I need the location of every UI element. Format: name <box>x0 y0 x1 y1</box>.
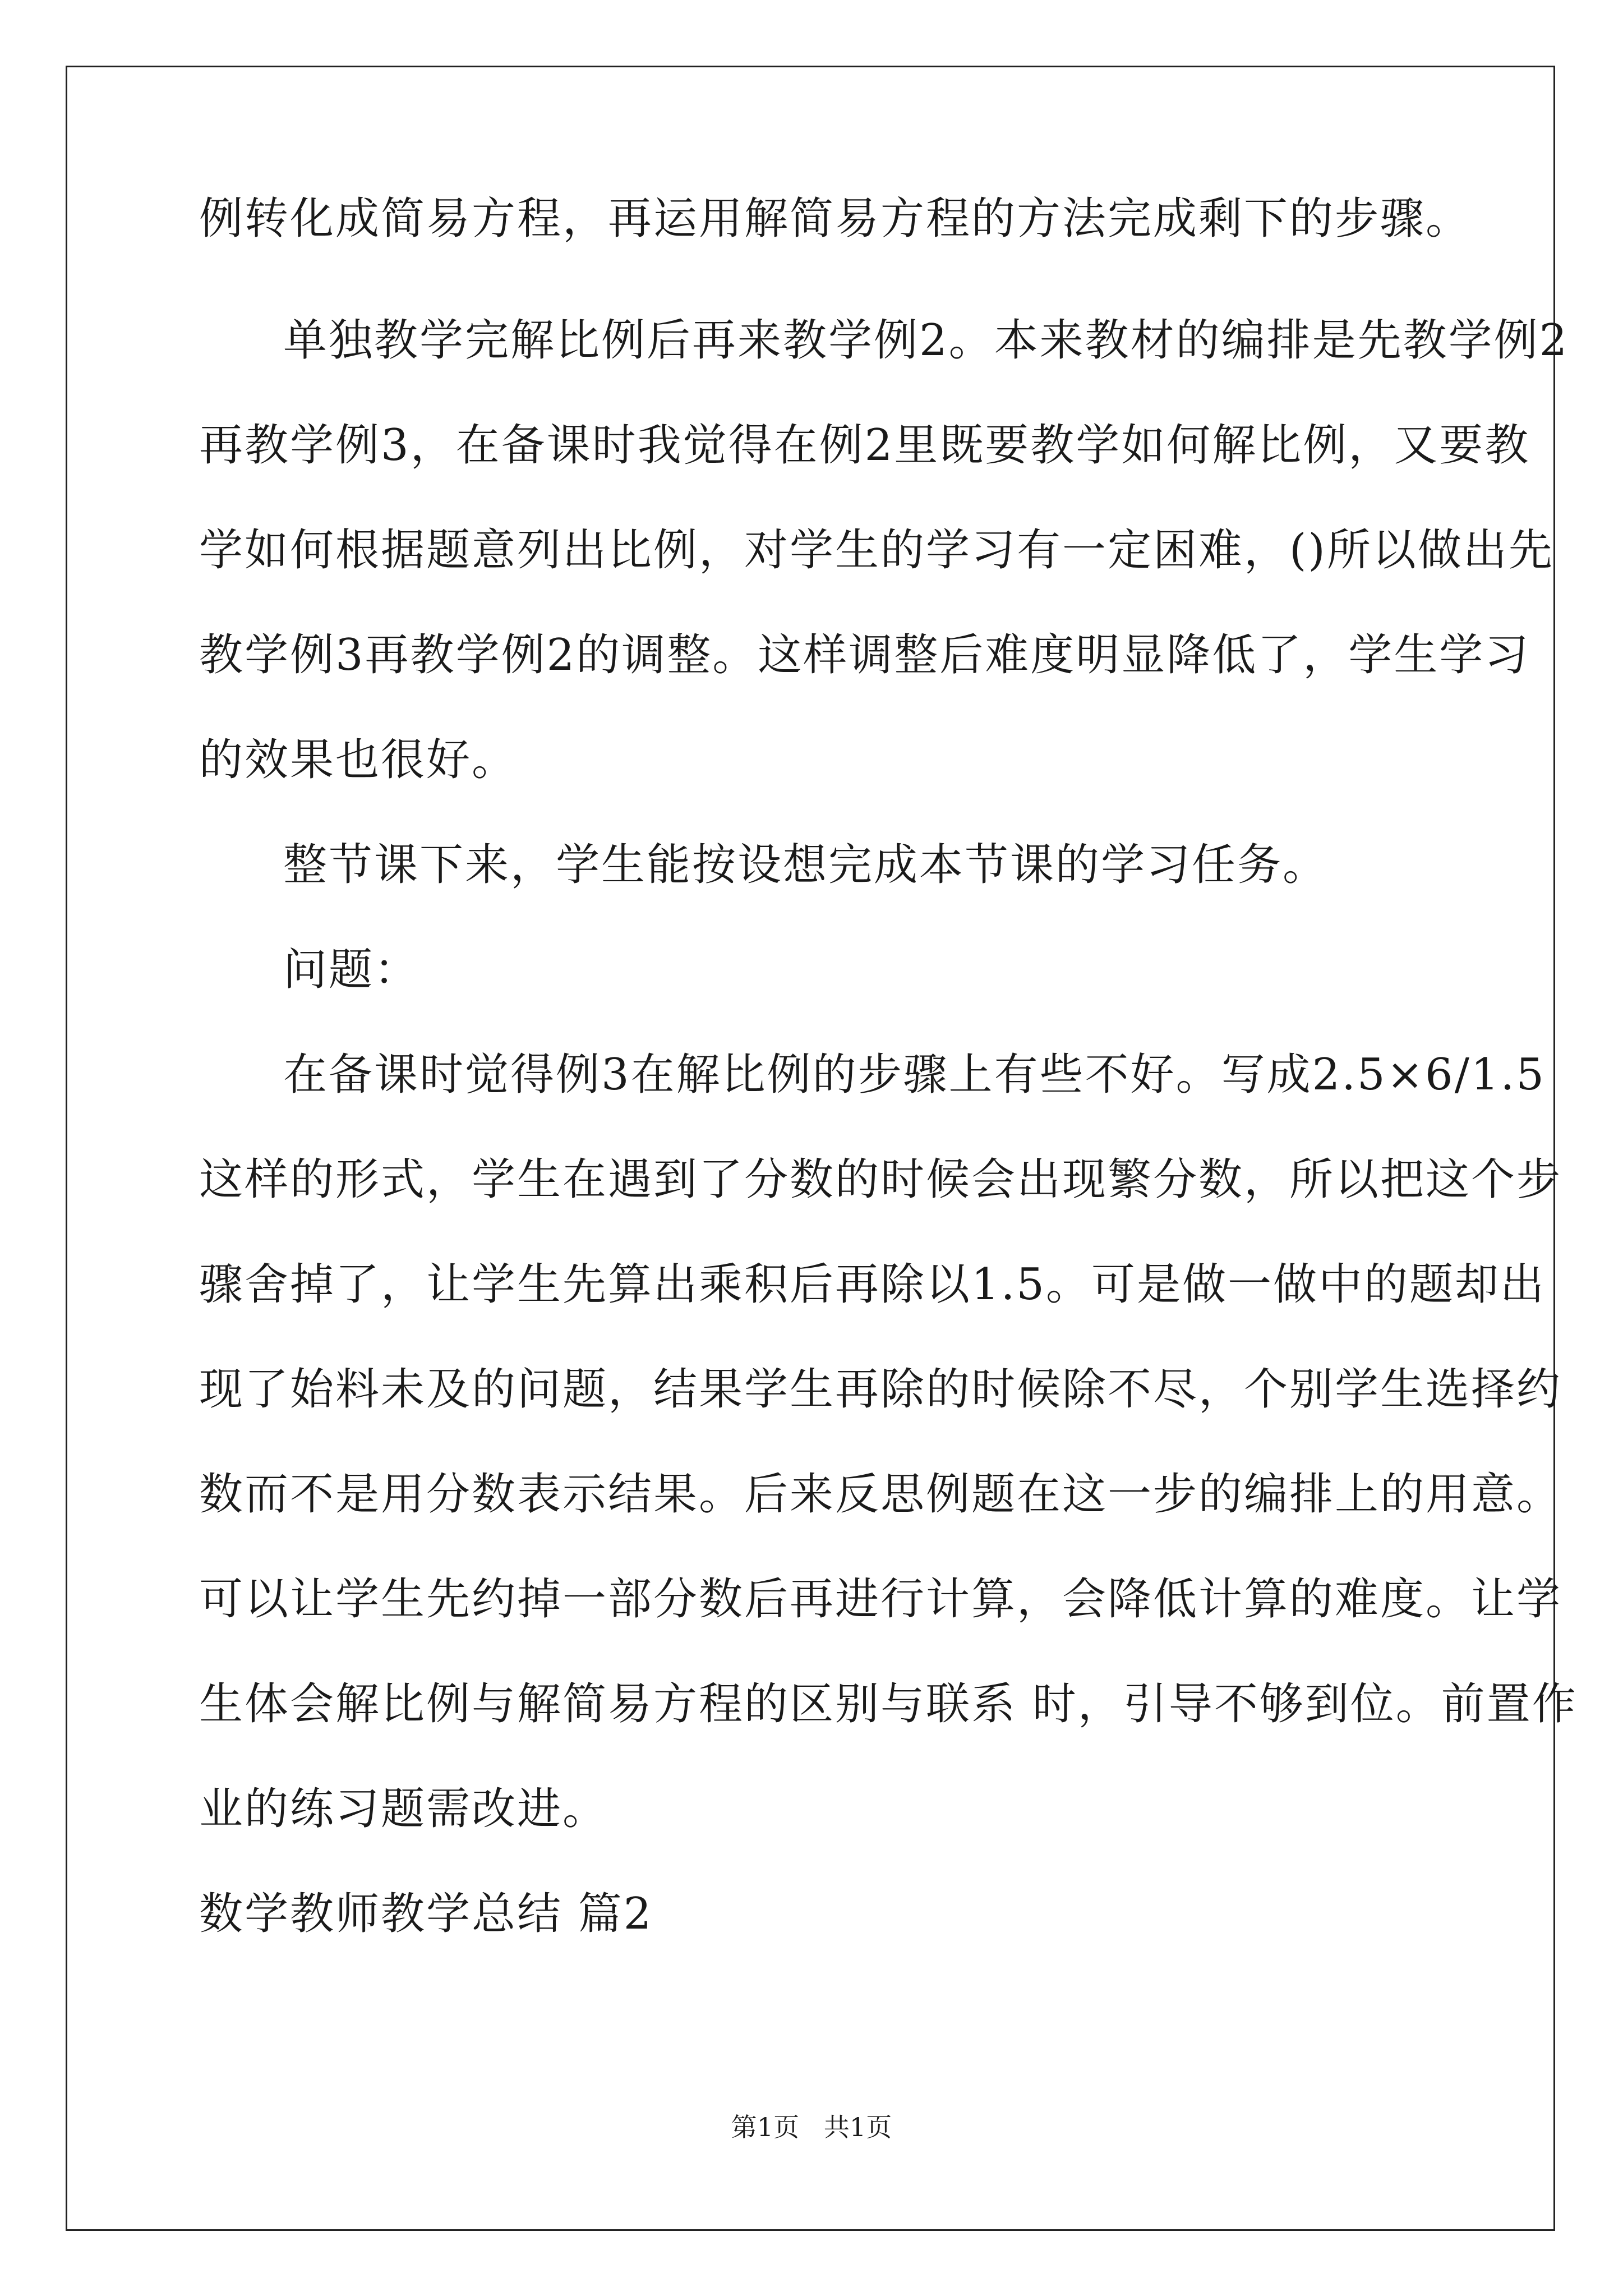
section-heading: 数学教师教学总结 篇2 <box>199 1889 653 1939</box>
paragraph-line: 数而不是用分数表示结果。后来反思例题在这一步的编排上的用意。 <box>199 1469 1562 1520</box>
paragraph-line: 整节课下来，学生能按设想完成本节课的学习任务。 <box>283 840 1329 890</box>
paragraph-line: 例转化成简易方程，再运用解简易方程的方法完成剩下的步骤。 <box>199 194 1472 244</box>
paragraph-line: 现了始料未及的问题，结果学生再除的时候除不尽，个别学生选择约 <box>199 1364 1562 1415</box>
paragraph-line: 单独教学完解比例后再来教学例2。本来教材的编排是先教学例2 <box>283 315 1569 366</box>
paragraph-line: 再教学例3，在备课时我觉得在例2里既要教学如何解比例，又要教 <box>199 420 1530 471</box>
paragraph-line: 的效果也很好。 <box>199 735 518 785</box>
section-label: 问题： <box>283 945 420 995</box>
paragraph-line: 可以让学生先约掉一部分数后再进行计算，会降低计算的难度。让学 <box>199 1574 1562 1625</box>
paragraph-line: 生体会解比例与解简易方程的区别与联系 时，引导不够到位。前置作 <box>199 1679 1578 1729</box>
paragraph-line: 教学例3再教学例2的调整。这样调整后难度明显降低了，学生学习 <box>199 630 1530 680</box>
paragraph-line: 这样的形式，学生在遇到了分数的时候会出现繁分数，所以把这个步 <box>199 1154 1562 1205</box>
paragraph-line: 学如何根据题意列出比例，对学生的学习有一定困难，()所以做出先 <box>199 525 1554 576</box>
paragraph-line: 业的练习题需改进。 <box>199 1784 608 1834</box>
paragraph-line: 在备课时觉得例3在解比例的步骤上有些不好。写成2.5×6/1.5 <box>283 1050 1546 1100</box>
page-number-footer: 第1页 共1页 <box>731 2112 892 2142</box>
paragraph-line: 骤舍掉了，让学生先算出乘积后再除以1.5。可是做一做中的题却出 <box>199 1259 1546 1310</box>
